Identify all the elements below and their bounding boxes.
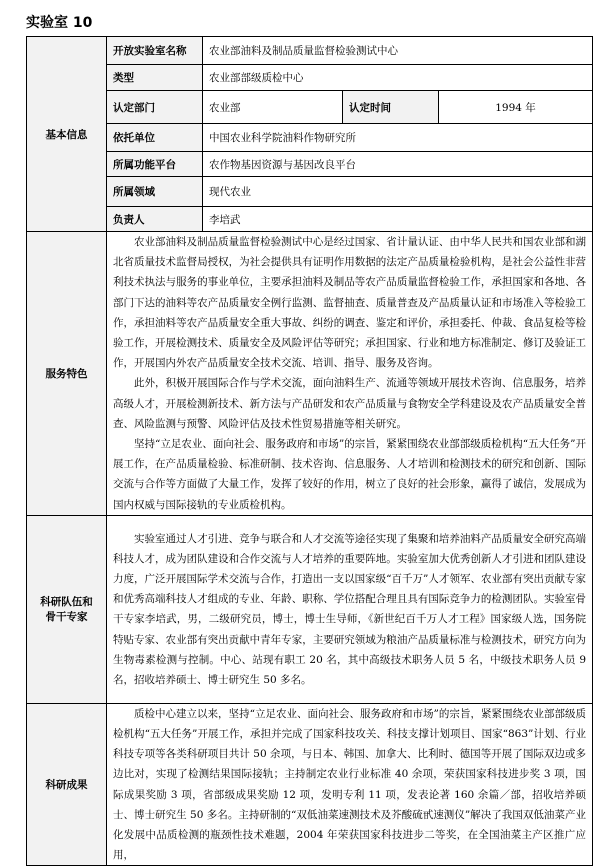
name-label: 开放实验室名称 — [107, 37, 203, 65]
section-team — [27, 515, 107, 703]
type-label: 类型 — [107, 65, 203, 91]
service-paragraph-3: 坚持“立足农业、面向社会、服务政府和市场”的宗旨，紧紧围绕农业部部级质检机构“五大任务”开展工作，在产品质量检验、标准研制、技术咨询、信息服务、人才培训和检测技术的研究和创新、国际交流与合作等方面做了大量工作，发挥了较好的作用，树立了良好的社会形象，赢得了诚信，发展成为国内权威与国际接轨的专业质检机构。 — [113, 438, 587, 511]
achievements-paragraph-1: 质检中心建立以来，坚持“立足农业、面向社会、服务政府和市场”的宗旨，紧紧围绕农业部部级质检机构“五大任务”开展工作，承担并完成了国家科技攻关、科技支撑计划项目、国家“863”计划、行业科技专项等各类科研项目共计 50 余项，与日本、韩国、加拿大、比利时、德国等开展了国际双边或多边比对，实现了检测结果国际接轨；主持制定农业行业标准 40 余项，荣获国家科技进步奖 3 项，国际成果奖励 3 项，省部级成果奖励 12 项，发明专利 11 项，发表论著 160 余篇／部，招收培养硕士、博士研究生 50 多名。主持研制的“双低油菜速测技术及芥酸硫甙速测仪”解决了我国双低油菜产业化发展中品质检测的瓶颈性技术难题，2004 年荣获国家科技进步二等奖，在全国油菜主产区推广应用， — [113, 707, 587, 862]
section-service: 服务特色 — [27, 232, 107, 516]
field-label: 所属领域 — [107, 177, 203, 207]
section-achievements: 科研成果 — [27, 703, 107, 866]
type-value: 农业部部级质检中心 — [203, 65, 593, 91]
service-paragraph-1: 农业部油料及制品质量监督检验测试中心是经过国家、省计量认证、由中华人民共和国农业部和湖北省质量技术监督局授权，为社会提供具有证明作用数据的法定产品质量检验机构，是社会公益性非营利技术执法与服务的事业单位，主要承担油料及制品等农产品质量监督检验工作，承担国家和各地、各部门下达的油料等农产品质量安全例行监测、监督抽查、质量普查及产品质量认证和市场准入等检验工作，承担油料等农产品质量安全重大事故、纠纷的调查、鉴定和评价，承担委托、仲裁、食品复检等检验工作，开展检测技术、质量安全及风险评估等研究；承担国家、行业和地方标准制定、修订及验证工作，开展国内外农产品质量安全技术交流、培训、指导、服务及咨询。 — [113, 236, 587, 370]
team-content — [107, 515, 593, 703]
page-title: 实验室 10 — [26, 15, 93, 31]
section-team-line-1: 科研队伍和 — [40, 596, 93, 609]
lab-info-table — [26, 36, 593, 866]
team-paragraph-1: 实验室通过人才引进、竞争与联合和人才交流等途径实现了集聚和培养油料产品质量安全研究高端科技人才，成为团队建设和合作交流与人才培养的重要阵地。实验室加大优秀创新人才引进和团队建设力度，广泛开展国际学术交流与合作，打造出一支以国家级“百千万”人才领军、农业部有突出贡献专家和优秀高端科技人才组成的专业、年龄、职称、学位搭配合理且具有国际竞争力的检测团队。实验室骨干专家李培武，男，二级研究员，博士，博士生导师，《新世纪百千万人才工程》国家级人选，国务院特贴专家、农业部有突出贡献中青年专家，主要研究领域为粮油产品质量标准与检测技术，研究方向为生物毒素检测与控制。中心、站现有职工 20 名，其中高级技术职务人员 5 名，中级技术职务人员 9 名，招收培养硕士、博士研究生 50 多名。 — [113, 532, 587, 686]
field-value: 现代农业 — [203, 177, 593, 207]
service-content — [107, 232, 593, 516]
dept-value: 农业部 — [203, 91, 343, 124]
time-label: 认定时间 — [343, 91, 439, 124]
achievements-content — [107, 703, 593, 866]
platform-value: 农作物基因资源与基因改良平台 — [203, 152, 593, 177]
time-value: 1994 年 — [439, 91, 593, 124]
service-paragraph-2: 此外，积极开展国际合作与学术交流，面向油料生产、流通等领域开展技术咨询、信息服务，培养高级人才，开展检测新技术、新方法与产品研发和农产品质量与食物安全学科建设及农产品质量安全普查、风险监测与预警、风险评估及技术性贸易措施等相关研究。 — [113, 377, 587, 430]
section-basic-info: 基本信息 — [27, 37, 107, 232]
unit-value: 中国农业科学院油料作物研究所 — [203, 124, 593, 152]
name-value: 农业部油料及制品质量监督检验测试中心 — [203, 37, 593, 65]
platform-label: 所属功能平台 — [107, 152, 203, 177]
dept-label: 认定部门 — [107, 91, 203, 124]
leader-value: 李培武 — [203, 207, 593, 232]
section-team-line-2: 骨干专家 — [45, 611, 88, 624]
unit-label: 依托单位 — [107, 124, 203, 152]
leader-label: 负责人 — [107, 207, 203, 232]
